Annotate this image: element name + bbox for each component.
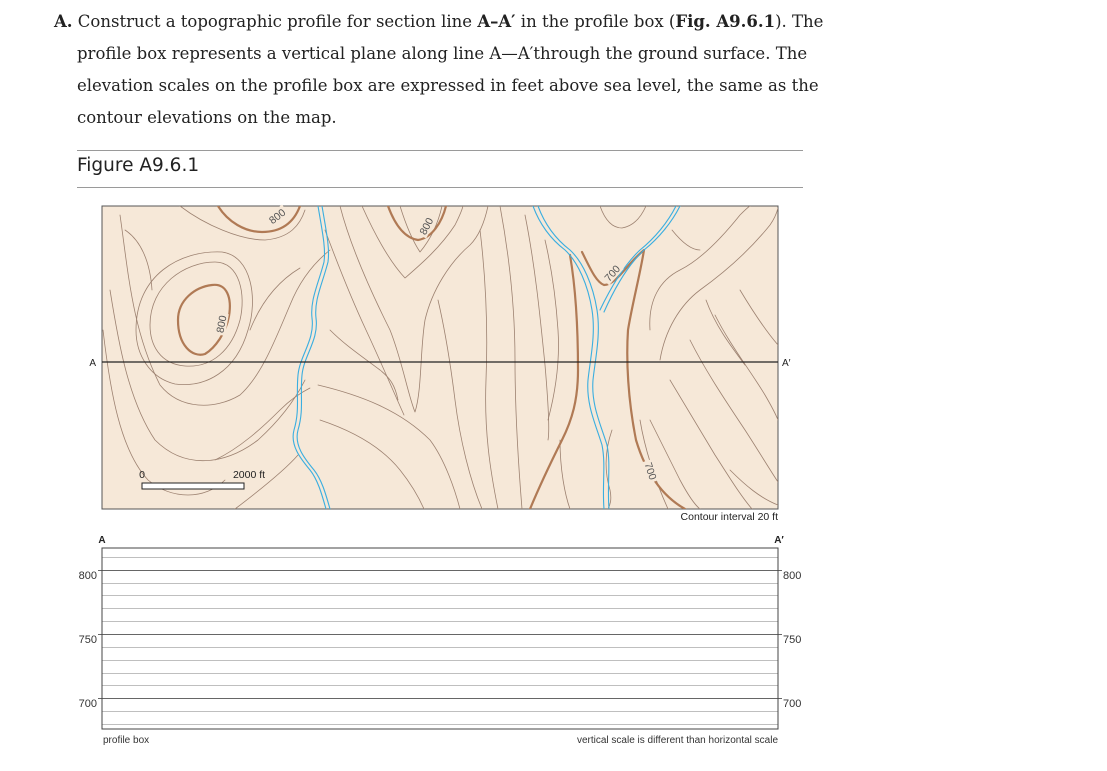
elevation-label-left: 800 [78,570,97,582]
figure-title: Figure A9.6.1 [77,155,200,176]
vertical-scale-note: vertical scale is different than horizontal scale [576,735,778,746]
map-frame [102,206,778,509]
profile-endpoint-a: A [98,535,106,546]
figure-reference: Fig. A9.6.1 [675,12,776,31]
section-endpoint-a: A [89,358,96,369]
profile-box [79,535,802,746]
elevation-label-right: 800 [783,570,802,582]
topographic-map [89,204,790,523]
section-endpoint-a-prime: A′ [782,358,791,369]
profile-grid [98,558,782,725]
instruction-text-1a: Construct a topographic profile for section line [77,12,478,31]
contour-label: 700 [641,461,659,482]
instruction-text-1b: in the profile box ( [515,12,676,31]
elevation-label-left: 750 [78,634,97,646]
instruction-label: A. [54,12,73,31]
elevation-label-right: 700 [783,698,802,710]
instruction-line-3: elevation scales on the profile box are expressed in feet above sea level, the same as the [77,76,819,95]
contour-label: 800 [214,314,230,334]
section-line-name: A–A′ [477,12,516,31]
elevation-label-right: 750 [783,634,802,646]
contour-label: 800 [417,215,437,238]
profile-frame [102,548,778,729]
contour-interval-note: Contour interval 20 ft [680,511,778,523]
instruction-text-1c: ). The [775,12,824,31]
scale-bar-end-label: 2000 ft [232,469,266,481]
contour-label: 700 [602,263,624,285]
scale-bar-start-label: 0 [139,469,145,481]
profile-endpoint-a-prime: A′ [774,535,784,546]
profile-box-caption: profile box [103,735,150,746]
elevation-label-left: 700 [78,698,97,710]
contour-label: 800 [267,206,289,227]
instruction-line-2: profile box represents a vertical plane along line A—A′through the ground surface. The [77,44,808,63]
instruction-line-4: contour elevations on the map. [77,108,337,127]
scale-bar [142,483,244,489]
